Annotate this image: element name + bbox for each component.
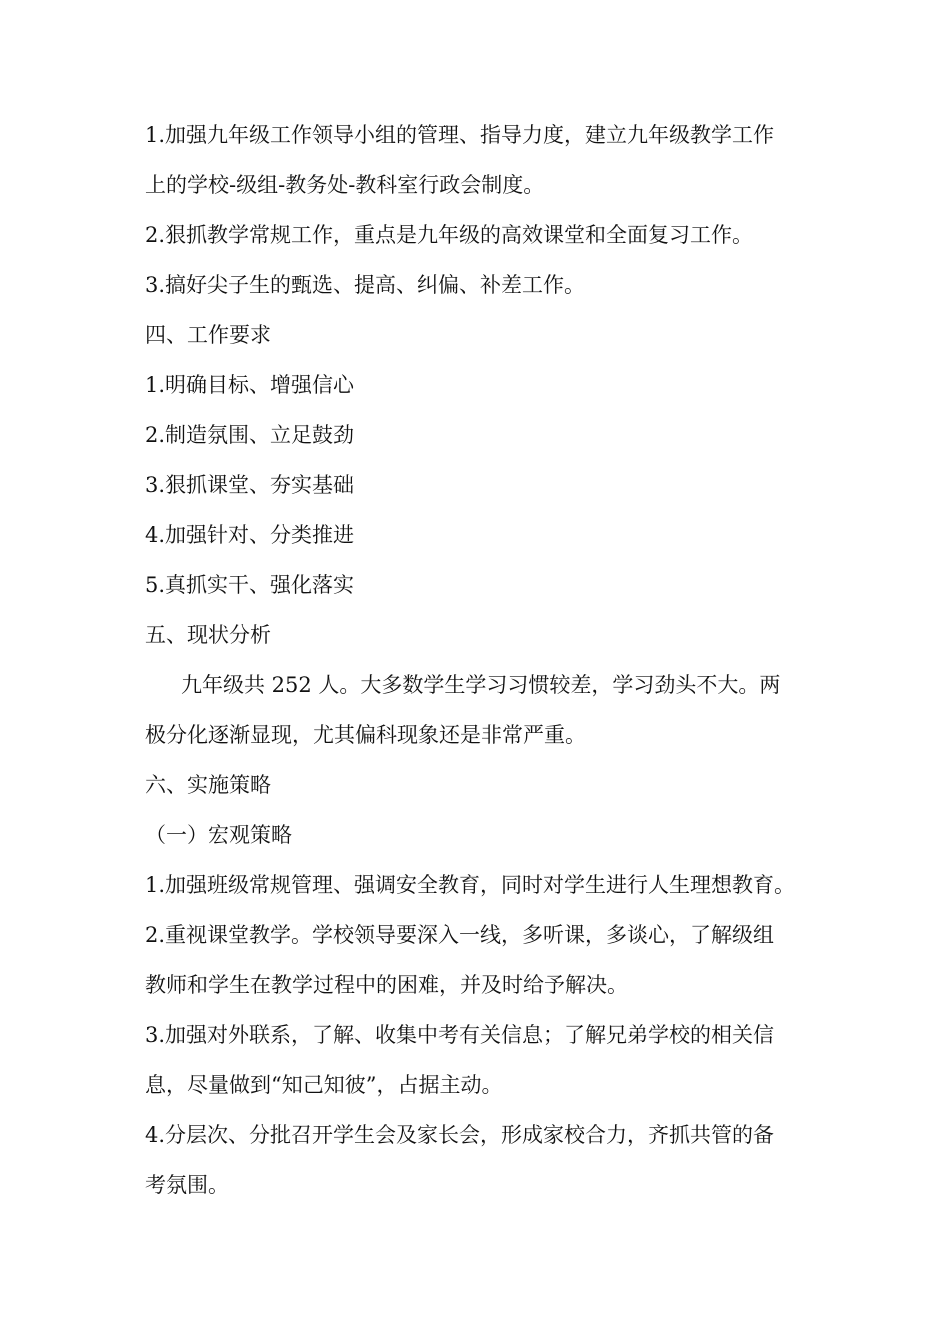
- paragraph-line: 九年级共 252 人。大多数学生学习习惯较差，学习劲头不大。两: [181, 673, 781, 697]
- section-heading: 四、工作要求: [145, 323, 271, 347]
- paragraph-line: 教师和学生在教学过程中的困难，并及时给予解决。: [145, 973, 628, 997]
- paragraph-line: 1.加强九年级工作领导小组的管理、指导力度，建立九年级教学工作: [145, 123, 775, 147]
- paragraph-line: 上的学校-级组-教务处-教科室行政会制度。: [145, 173, 545, 197]
- list-item: 3.狠抓课堂、夯实基础: [145, 473, 355, 497]
- list-item: 5.真抓实干、强化落实: [145, 573, 355, 597]
- paragraph-line: 极分化逐渐显现，尤其偏科现象还是非常严重。: [145, 723, 586, 747]
- list-item: 1.明确目标、增强信心: [145, 373, 355, 397]
- paragraph-line: 考氛围。: [145, 1173, 229, 1197]
- list-item: 4.加强针对、分类推进: [145, 523, 355, 547]
- paragraph-line: 4.分层次、分批召开学生会及家长会，形成家校合力，齐抓共管的备: [145, 1123, 775, 1147]
- section-heading: 五、现状分析: [145, 623, 271, 647]
- subsection-heading: （一）宏观策略: [145, 823, 292, 847]
- document-body: [145, 110, 810, 1210]
- paragraph-line: 1.加强班级常规管理、强调安全教育，同时对学生进行人生理想教育。: [145, 873, 796, 897]
- list-item: 2.制造氛围、立足鼓劲: [145, 423, 355, 447]
- paragraph-line: 2.重视课堂教学。学校领导要深入一线，多听课，多谈心，了解级组: [145, 923, 775, 947]
- paragraph-line: 2.狠抓教学常规工作，重点是九年级的高效课堂和全面复习工作。: [145, 223, 754, 247]
- paragraph-line: 3.搞好尖子生的甄选、提高、纠偏、补差工作。: [145, 273, 586, 297]
- section-heading: 六、实施策略: [145, 773, 271, 797]
- paragraph-line: 息，尽量做到“知己知彼”，占据主动。: [145, 1073, 503, 1097]
- paragraph-line: 3.加强对外联系，了解、收集中考有关信息；了解兄弟学校的相关信: [145, 1023, 775, 1047]
